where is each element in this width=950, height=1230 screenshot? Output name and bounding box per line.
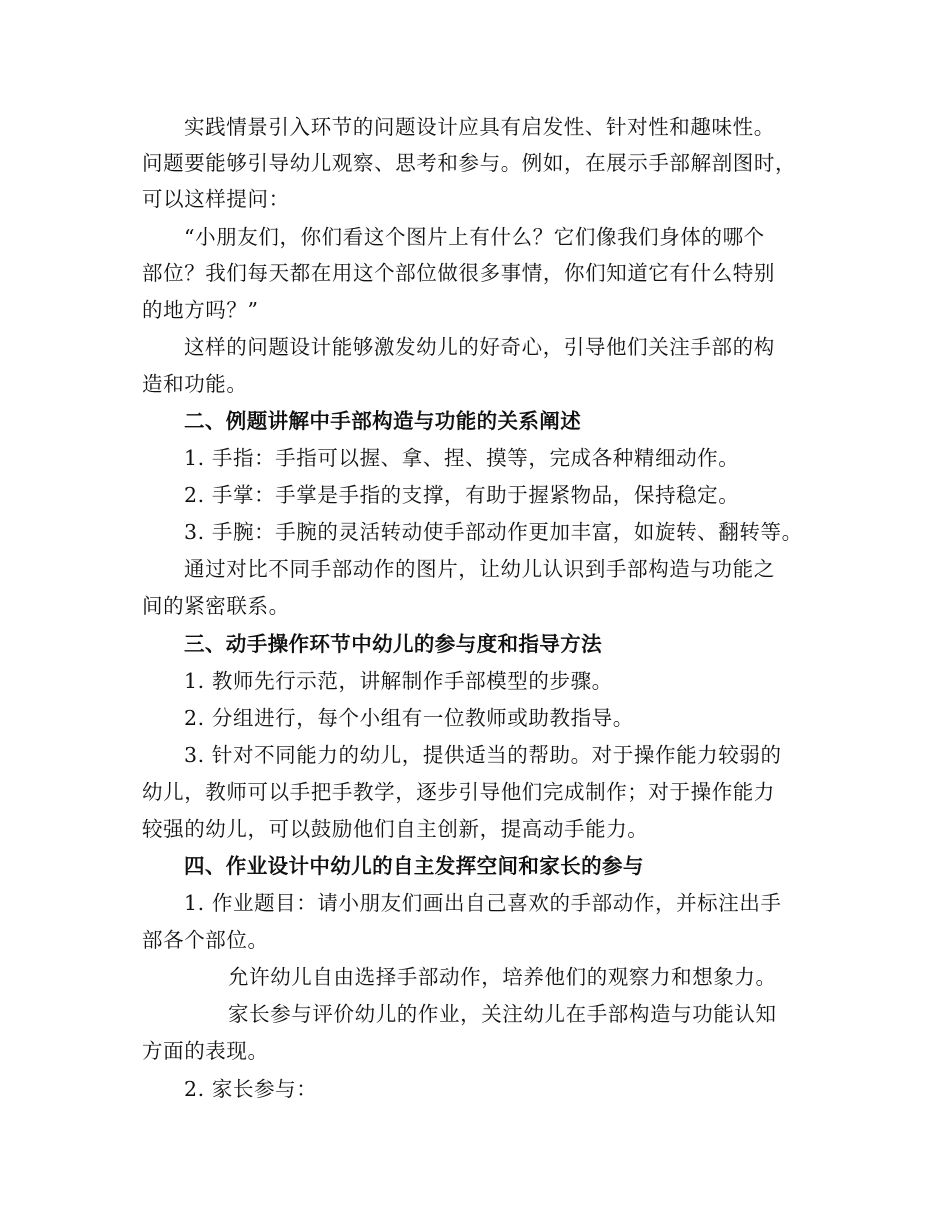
quote-line: “小朋友们，你们看这个图片上有什么？它们像我们身体的哪个 xyxy=(184,225,765,249)
paragraph-line: 问题要能够引导幼儿观察、思考和参与。例如，在展示手部解剖图时， xyxy=(142,151,797,175)
paragraph-line: 幼儿，教师可以手把手教学，逐步引导他们完成制作；对于操作能力 xyxy=(142,780,775,804)
paragraph-line: 较强的幼儿，可以鼓励他们自主创新，提高动手能力。 xyxy=(142,817,649,841)
list-item: 2. 手掌：手掌是手指的支撑，有助于握紧物品，保持稳定。 xyxy=(184,483,740,507)
paragraph-line: 这样的问题设计能够激发幼儿的好奇心，引导他们关注手部的构 xyxy=(184,335,775,359)
list-item: 1. 作业题目：请小朋友们画出自己喜欢的手部动作，并标注出手 xyxy=(184,891,782,915)
list-item: 3. 手腕：手腕的灵活转动使手部动作更加丰富，如旋转、翻转等。 xyxy=(184,520,803,544)
paragraph-line: 实践情景引入环节的问题设计应具有启发性、针对性和趣味性。 xyxy=(184,115,775,139)
paragraph-line: 可以这样提问： xyxy=(142,187,290,211)
paragraph-line: 允许幼儿自由选择手部动作，培养他们的观察力和想象力。 xyxy=(228,965,777,989)
section-heading-4: 四、作业设计中幼儿的自主发挥空间和家长的参与 xyxy=(184,854,644,878)
quote-line: 部位？我们每天都在用这个部位做很多事情，你们知道它有什么特别 xyxy=(142,261,775,285)
paragraph-line: 方面的表现。 xyxy=(142,1039,269,1063)
paragraph-line: 造和功能。 xyxy=(142,372,248,396)
paragraph-line: 通过对比不同手部动作的图片，让幼儿认识到手部构造与功能之 xyxy=(184,557,775,581)
quote-line: 的地方吗？” xyxy=(142,298,259,322)
list-item: 1. 教师先行示范，讲解制作手部模型的步骤。 xyxy=(184,669,613,693)
list-item: 2. 分组进行，每个小组有一位教师或助教指导。 xyxy=(184,706,634,730)
list-item: 1. 手指：手指可以握、拿、捏、摸等，完成各种精细动作。 xyxy=(184,446,740,470)
section-heading-3: 三、动手操作环节中幼儿的参与度和指导方法 xyxy=(184,632,602,656)
list-item: 3. 针对不同能力的幼儿，提供适当的帮助。对于操作能力较弱的 xyxy=(184,743,782,767)
section-heading-2: 二、例题讲解中手部构造与功能的关系阐述 xyxy=(184,409,582,433)
paragraph-line: 间的紧密联系。 xyxy=(142,594,290,618)
paragraph-line: 部各个部位。 xyxy=(142,928,269,952)
list-item: 2. 家长参与： xyxy=(184,1077,318,1101)
paragraph-line: 家长参与评价幼儿的作业，关注幼儿在手部构造与功能认知 xyxy=(228,1002,777,1026)
